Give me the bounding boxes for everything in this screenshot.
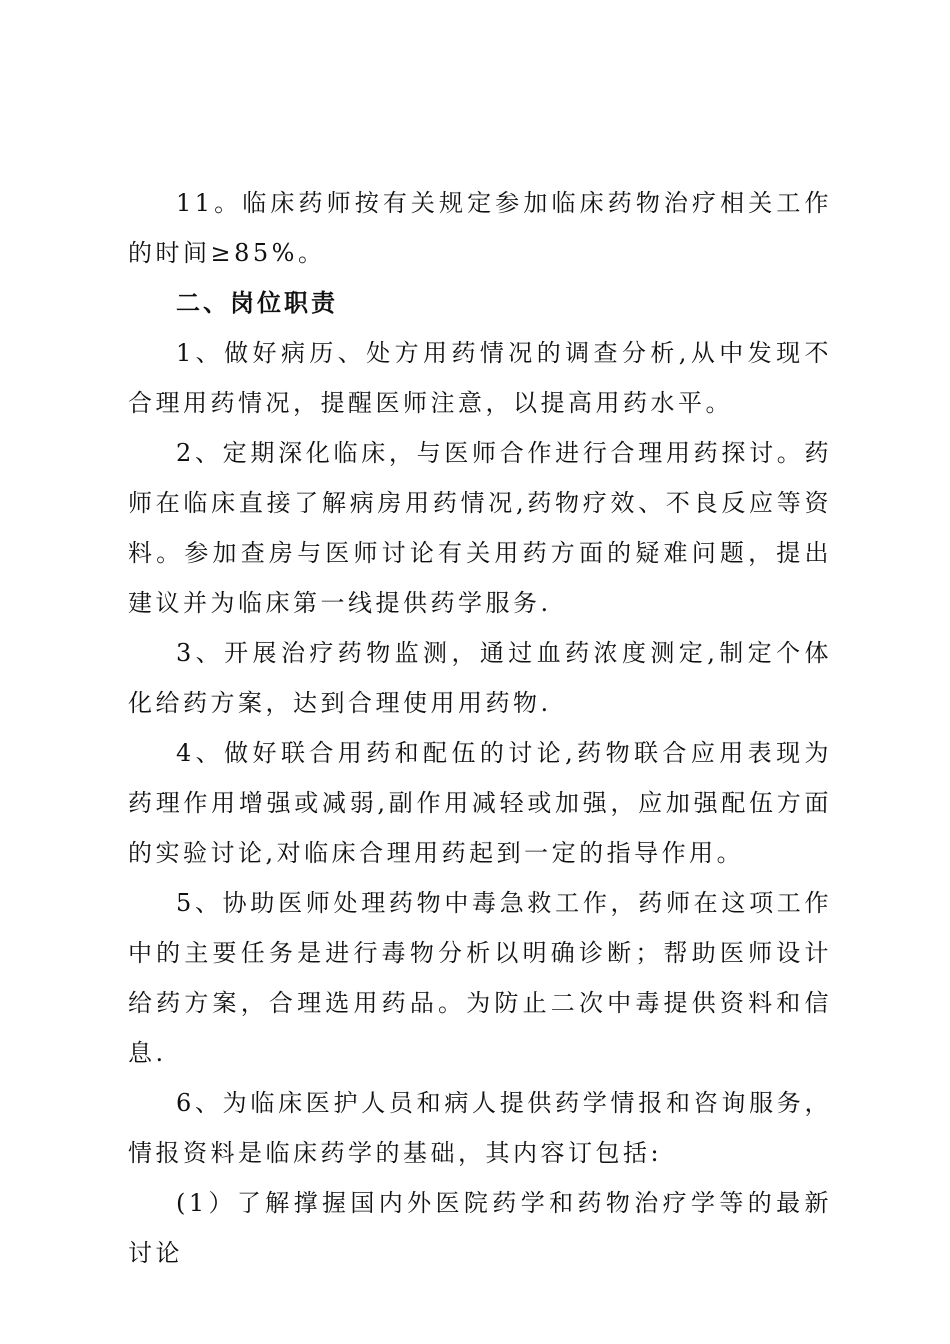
paragraph-duty-5: 5、协助医师处理药物中毒急救工作，药师在这项工作中的主要任务是进行毒物分析以明确诊断；帮助医师设计给药方案，合理选用药品。为防止二次中毒提供资料和信息.: [128, 889, 832, 1067]
section-heading-duties: 二、岗位职责: [176, 289, 338, 317]
paragraph-duty-4: 4、做好联合用药和配伍的讨论,药物联合应用表现为药理作用增强或减弱,副作用减轻或加强，应加强配伍方面的实验讨论,对临床合理用药起到一定的指导作用。: [128, 739, 832, 867]
paragraph-duty-2: 2、定期深化临床，与医师合作进行合理用药探讨。药师在临床直接了解病房用药情况,药物疗效、不良反应等资料。参加查房与医师讨论有关用药方面的疑难问题，提出建议并为临床第一线提供药学服务.: [128, 439, 832, 617]
document-body: [128, 178, 832, 1278]
paragraph-duty-6: 6、为临床医护人员和病人提供药学情报和咨询服务，情报资料是临床药学的基础，其内容订包括:: [128, 1089, 832, 1167]
paragraph-duty-6-sub-1: (1）了解撑握国内外医院药学和药物治疗学等的最新讨论: [128, 1189, 832, 1267]
paragraph-item-11: 11。临床药师按有关规定参加临床药物治疗相关工作的时间≥85%。: [128, 189, 832, 267]
paragraph-duty-1: 1、做好病历、处方用药情况的调查分析,从中发现不合理用药情况，提醒医师注意，以提高用药水平。: [128, 339, 832, 417]
paragraph-duty-3: 3、开展治疗药物监测，通过血药浓度测定,制定个体化给药方案，达到合理使用用药物.: [128, 639, 832, 717]
